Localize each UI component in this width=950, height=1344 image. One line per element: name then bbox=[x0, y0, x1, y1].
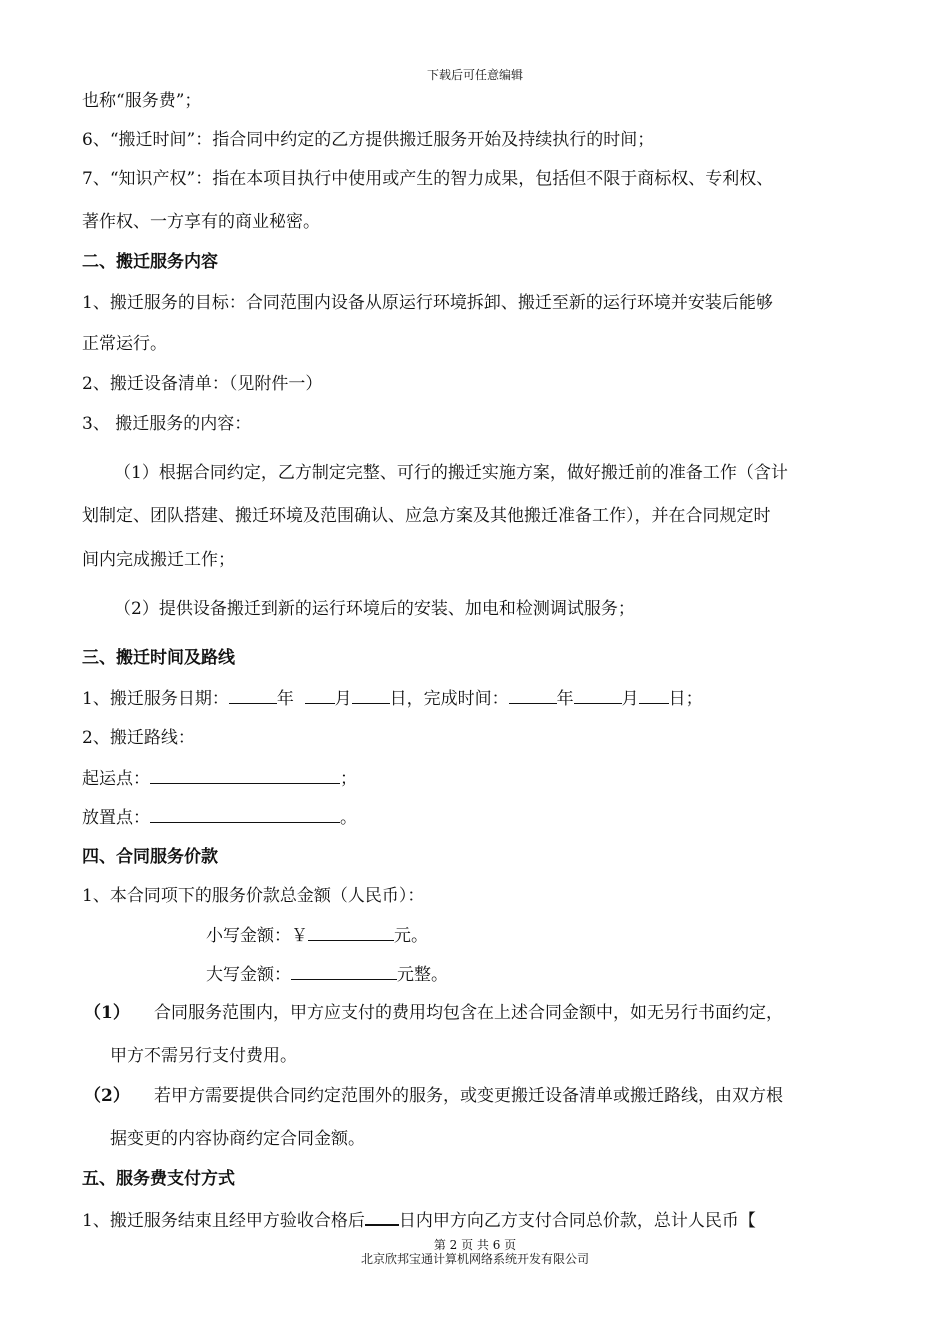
text-line: 若甲方需要提供合同约定范围外的服务，或变更搬迁设备清单或搬迁路线，由双方根 bbox=[154, 1086, 783, 1106]
place-point-end: 。 bbox=[340, 808, 357, 828]
place-point-line bbox=[82, 806, 357, 829]
end-day-label: 日； bbox=[668, 689, 703, 709]
start-point-end: ； bbox=[340, 769, 357, 789]
date-prefix: 1、搬迁服务日期： bbox=[82, 689, 229, 709]
page-number: 第 2 页 共 6 页 bbox=[433, 1238, 517, 1252]
section-heading: 二、搬迁服务内容 bbox=[82, 252, 218, 272]
item-number: （2） bbox=[84, 1086, 130, 1106]
text-line: 1、搬迁服务的目标：合同范围内设备从原运行环境拆卸、搬迁至新的运行环境并安装后能够 bbox=[82, 293, 773, 313]
text-line: 正常运行。 bbox=[82, 334, 167, 354]
section-heading: 四、合同服务价款 bbox=[82, 847, 218, 867]
text-line: 甲方不需另行支付费用。 bbox=[110, 1046, 297, 1066]
text-line: 6、“搬迁时间”：指合同中约定的乙方提供搬迁服务开始及持续执行的时间； bbox=[82, 130, 655, 150]
text-line: 3、 搬迁服务的内容： bbox=[82, 414, 252, 434]
company-name: 北京欣邦宝通计算机网络系统开发有限公司 bbox=[360, 1252, 589, 1266]
section-heading: 三、搬迁时间及路线 bbox=[82, 648, 235, 668]
item-number: （1） bbox=[84, 1003, 130, 1023]
text-line: （2）提供设备搬迁到新的运行环境后的安装、加电和检测调试服务； bbox=[114, 599, 635, 619]
month-label: 月 bbox=[334, 689, 352, 709]
small-amount-unit: 元。 bbox=[394, 926, 428, 946]
payment-suffix: 日内甲方向乙方支付合同总价款，总计人民币【 bbox=[398, 1211, 756, 1231]
start-point-label: 起运点： bbox=[82, 769, 150, 789]
text-line: 著作权、一方享有的商业秘密。 bbox=[82, 212, 320, 232]
end-year-label: 年 bbox=[556, 689, 574, 709]
text-line: 7、“知识产权”：指在本项目执行中使用或产生的智力成果，包括但不限于商标权、专利权、 bbox=[82, 169, 774, 189]
end-month-blank[interactable] bbox=[574, 687, 622, 704]
day-label: 日，完成时间： bbox=[389, 689, 509, 709]
payment-line bbox=[82, 1208, 756, 1232]
payment-prefix: 1、搬迁服务结束且经甲方验收合格后 bbox=[82, 1211, 365, 1231]
service-date-line bbox=[82, 687, 703, 710]
text-line: 划制定、团队搭建、搬迁环境及范围确认、应急方案及其他搬迁准备工作），并在合同规定时 bbox=[82, 506, 771, 526]
text-line: 合同服务范围内，甲方应支付的费用均包含在上述合同金额中，如无另行书面约定， bbox=[154, 1003, 783, 1023]
page-header: 下载后可任意编辑 bbox=[426, 68, 523, 82]
year-label: 年 bbox=[276, 689, 294, 709]
start-point-line bbox=[82, 767, 357, 790]
small-amount-blank[interactable] bbox=[308, 924, 394, 941]
end-day-blank[interactable] bbox=[639, 687, 669, 704]
text-line: 间内完成搬迁工作； bbox=[82, 550, 235, 570]
text-line: 2、搬迁设备清单：（见附件一） bbox=[82, 374, 323, 394]
text-line: （1）根据合同约定，乙方制定完整、可行的搬迁实施方案，做好搬迁前的准备工作（含计 bbox=[114, 463, 788, 483]
year-blank[interactable] bbox=[229, 687, 277, 704]
start-point-blank[interactable] bbox=[150, 767, 340, 784]
big-amount-blank[interactable] bbox=[291, 963, 397, 980]
day-blank[interactable] bbox=[352, 687, 390, 704]
month-blank[interactable] bbox=[305, 687, 335, 704]
end-year-blank[interactable] bbox=[509, 687, 557, 704]
payment-days-blank[interactable] bbox=[365, 1208, 399, 1226]
text-line: 据变更的内容协商约定合同金额。 bbox=[110, 1129, 365, 1149]
big-amount-line bbox=[206, 963, 448, 986]
place-point-label: 放置点： bbox=[82, 808, 150, 828]
place-point-blank[interactable] bbox=[150, 806, 340, 823]
big-amount-label: 大写金额： bbox=[206, 965, 291, 985]
small-amount-label: 小写金额：￥ bbox=[206, 926, 308, 946]
text-line: 也称“服务费”； bbox=[82, 91, 202, 111]
text-line: 1、本合同项下的服务价款总金额（人民币）： bbox=[82, 886, 425, 906]
big-amount-unit: 元整。 bbox=[397, 965, 448, 985]
text-line: 2、搬迁路线： bbox=[82, 728, 195, 748]
small-amount-line bbox=[206, 924, 428, 947]
end-month-label: 月 bbox=[621, 689, 639, 709]
section-heading: 五、服务费支付方式 bbox=[82, 1169, 235, 1189]
